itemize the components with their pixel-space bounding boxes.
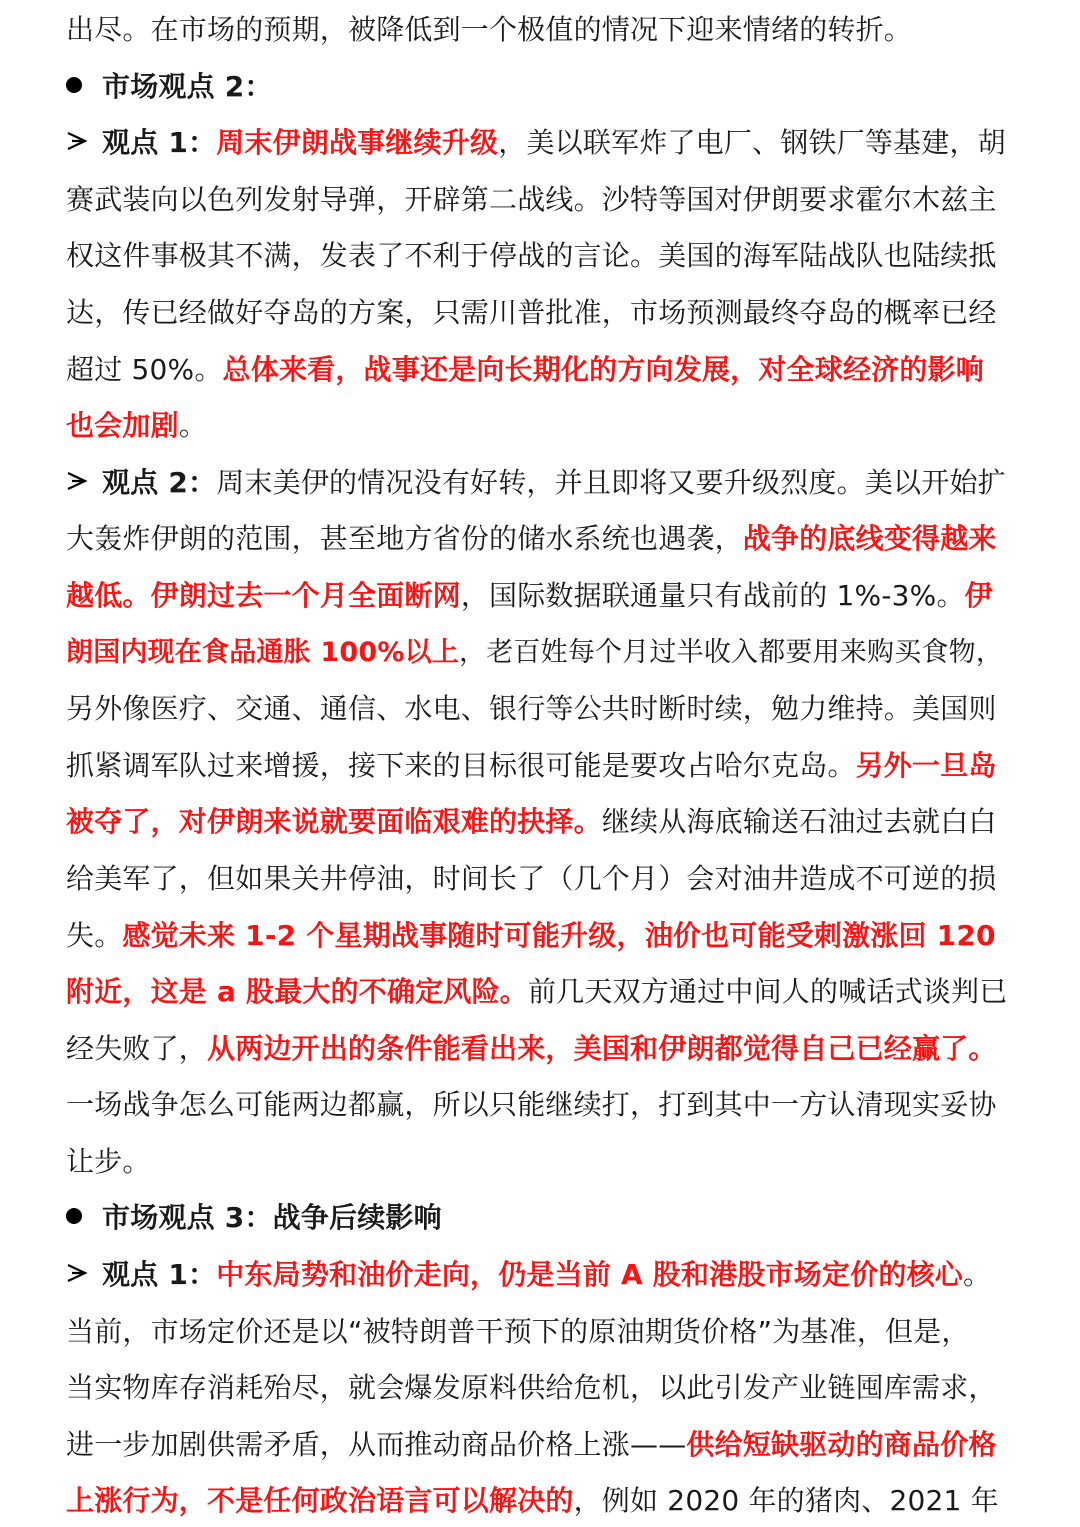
bullet-dot-icon bbox=[66, 77, 82, 93]
bullet-dot-icon bbox=[66, 1208, 82, 1224]
text-line bbox=[66, 1190, 1018, 1247]
body-text: 。 bbox=[178, 409, 208, 443]
body-text: 。 bbox=[963, 1258, 992, 1292]
text-line bbox=[66, 625, 1018, 682]
highlight-text: 供给短缺驱动的商品价格 bbox=[686, 1427, 997, 1461]
body-text: ，例如 2020 年的猪肉、2021 年 bbox=[573, 1484, 999, 1518]
body-text: 失。 bbox=[66, 918, 123, 952]
body-text: 达，传已经做好夺岛的方案，只需川普批准，市场预测最终夺岛的概率已经 bbox=[66, 295, 997, 329]
text-line bbox=[66, 398, 1018, 455]
bold-text: 观点 2： bbox=[102, 465, 217, 499]
text-line bbox=[66, 172, 1018, 229]
highlight-text: 越低。伊朗过去一个月全面断网 bbox=[66, 578, 461, 612]
body-text: 进一步加剧供需矛盾，从而推动商品价格上涨—— bbox=[66, 1427, 687, 1461]
highlight-text: 附近，这是 a 股最大的不确定风险。 bbox=[66, 975, 528, 1009]
text-line bbox=[66, 794, 1018, 851]
text-line bbox=[66, 681, 1018, 738]
document-body bbox=[66, 2, 1018, 1527]
highlight-text: 感觉未来 1-2 个星期战事随时可能升级，油价也可能受刺激涨回 120 bbox=[122, 918, 996, 952]
body-text: 继续从海底输送石油过去就白白 bbox=[601, 805, 997, 839]
text-line bbox=[66, 1077, 1018, 1134]
bold-text: 观点 1： bbox=[102, 1258, 217, 1292]
text-line bbox=[66, 342, 1018, 399]
highlight-text: 伊 bbox=[964, 578, 993, 612]
body-text: 当前，市场定价还是以“被特朗普干预下的原油期货价格”为基准，但是， bbox=[66, 1314, 970, 1348]
text-line bbox=[66, 964, 1018, 1021]
text-line bbox=[66, 1304, 1018, 1361]
arrow-bullet-icon bbox=[66, 131, 88, 151]
arrow-bullet-icon bbox=[66, 1263, 88, 1283]
body-text: 给美军了，但如果关井停油，时间长了（几个月）会对油井造成不可逆的损 bbox=[66, 861, 997, 895]
text-line bbox=[66, 1247, 1018, 1304]
highlight-text: 朗国内现在食品通胀 100%以上 bbox=[66, 636, 460, 668]
text-line bbox=[66, 511, 1018, 568]
bold-text: 市场观点 2： bbox=[102, 69, 273, 103]
body-text: 抓紧调军队过来增援，接下来的目标很可能是要攻占哈尔克岛。 bbox=[66, 748, 856, 782]
text-line bbox=[66, 2, 1018, 59]
highlight-text: 从两边开出的条件能看出来，美国和伊朗都觉得自己已经赢了。 bbox=[207, 1031, 997, 1065]
highlight-text: 战争的底线变得越来 bbox=[742, 522, 997, 556]
body-text: 前几天双方通过中间人的喊话式谈判已 bbox=[528, 975, 1008, 1009]
arrow-bullet-icon bbox=[66, 471, 88, 491]
text-line bbox=[66, 851, 1018, 908]
highlight-text: 另外一旦岛 bbox=[855, 748, 997, 782]
text-line bbox=[66, 1021, 1018, 1078]
text-line bbox=[66, 1360, 1018, 1417]
body-text: 出尽。在市场的预期，被降低到一个极值的情况下迎来情绪的转折。 bbox=[66, 13, 913, 46]
body-text: ，美以联军炸了电厂、钢铁厂等基建，胡 bbox=[498, 126, 1006, 160]
text-line bbox=[66, 455, 1018, 512]
body-text: 经失败了， bbox=[66, 1031, 208, 1065]
text-line bbox=[66, 1134, 1018, 1191]
text-line bbox=[66, 285, 1018, 342]
body-text: 一场战争怎么可能两边都赢，所以只能继续打，打到其中一方认清现实妥协 bbox=[66, 1088, 997, 1122]
text-line bbox=[66, 228, 1018, 285]
body-text: 赛武装向以色列发射导弹，开辟第二战线。沙特等国对伊朗要求霍尔木兹主 bbox=[66, 182, 997, 216]
bold-text: 观点 1： bbox=[102, 126, 217, 160]
body-text: 权这件事极其不满，发表了不利于停战的言论。美国的海军陆战队也陆续抵 bbox=[66, 239, 997, 273]
text-line bbox=[66, 1417, 1018, 1474]
text-line bbox=[66, 568, 1018, 625]
text-line bbox=[66, 908, 1018, 965]
body-text: 超过 50%。 bbox=[66, 352, 223, 386]
text-line bbox=[66, 115, 1018, 172]
body-text: 大轰炸伊朗的范围，甚至地方省份的储水系统也遇袭， bbox=[66, 522, 743, 556]
highlight-text: 被夺了，对伊朗来说就要面临艰难的抉择。 bbox=[66, 805, 602, 839]
highlight-text: 中东局势和油价走向，仍是当前 A 股和港股市场定价的核心 bbox=[216, 1258, 964, 1292]
bold-text: 市场观点 3：战争后续影响 bbox=[102, 1201, 442, 1235]
highlight-text: 也会加剧 bbox=[66, 409, 179, 443]
body-text: 另外像医疗、交通、通信、水电、银行等公共时断时续，勉力维持。美国则 bbox=[66, 692, 997, 726]
body-text: ，国际数据联通量只有战前的 1%-3%。 bbox=[460, 578, 965, 612]
body-text: 当实物库存消耗殆尽，就会爆发原料供给危机，以此引发产业链囤库需求， bbox=[66, 1371, 997, 1405]
highlight-text: 周末伊朗战事继续升级 bbox=[216, 126, 499, 160]
text-line bbox=[66, 59, 1018, 116]
highlight-text: 总体来看，战事还是向长期化的方向发展，对全球经济的影响 bbox=[222, 352, 984, 386]
text-line bbox=[66, 738, 1018, 795]
body-text: 周末美伊的情况没有好转，并且即将又要升级烈度。美以开始扩 bbox=[216, 465, 1006, 499]
body-text: 让步。 bbox=[66, 1144, 151, 1178]
body-text: ，老百姓每个月过半收入都要用来购买食物， bbox=[459, 636, 1004, 668]
text-line bbox=[66, 1473, 1018, 1527]
highlight-text: 上涨行为，不是任何政治语言可以解决的 bbox=[66, 1484, 574, 1518]
